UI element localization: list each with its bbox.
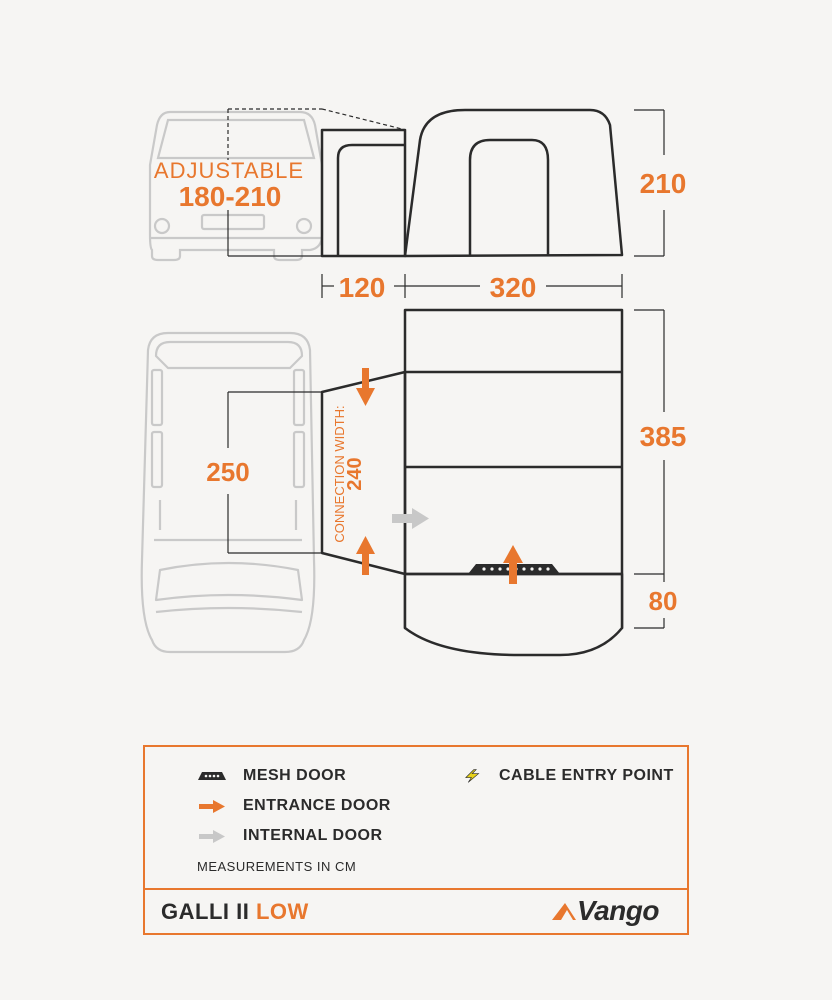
adjustable-label: ADJUSTABLE (153, 158, 305, 183)
width-right-label: 320 (489, 272, 537, 303)
legend-cable-entry (461, 767, 674, 785)
brand-logo (551, 895, 659, 927)
depth-main-label: 385 (639, 421, 687, 452)
awning-floor-plan (322, 310, 622, 655)
product-model (161, 899, 309, 925)
legend-internal-door (197, 827, 383, 845)
entrance-arrow-bottom (356, 536, 375, 575)
vehicle-length-label: 250 (206, 457, 250, 487)
depth-dimension (634, 310, 664, 628)
connection-label: CONNECTION WIDTH: (332, 405, 347, 543)
mesh-door-icon (197, 769, 227, 783)
height-label: 210 (639, 168, 687, 199)
measurements-note: MEASUREMENTS IN CM (197, 859, 357, 874)
internal-arrow-icon (197, 829, 227, 843)
legend-entrance-door (197, 797, 391, 815)
model-name: GALLI II (161, 899, 250, 924)
brand-tent-icon (551, 901, 577, 921)
brand-name: Vango (576, 895, 659, 926)
legend-entrance-door-label: ENTRANCE DOOR (243, 797, 391, 814)
adjustable-value: 180-210 (178, 181, 282, 212)
entrance-arrow-top (356, 368, 375, 406)
van-top-view (142, 333, 315, 652)
depth-canopy-label: 80 (648, 586, 678, 616)
legend-divider (145, 888, 687, 890)
connection-value: 240 (344, 457, 366, 491)
lightning-icon (461, 767, 485, 785)
legend-cable-entry-label: CABLE ENTRY POINT (499, 767, 674, 784)
legend-mesh-door (197, 767, 346, 785)
awning-side-silhouette (322, 110, 622, 256)
legend-panel (143, 745, 689, 935)
legend-mesh-door-label: MESH DOOR (243, 767, 347, 784)
internal-door-arrow (392, 508, 429, 529)
entrance-arrow-icon (197, 799, 227, 813)
width-left-label: 120 (338, 272, 386, 303)
model-variant: LOW (255, 899, 309, 924)
legend-internal-door-label: INTERNAL DOOR (243, 827, 383, 844)
